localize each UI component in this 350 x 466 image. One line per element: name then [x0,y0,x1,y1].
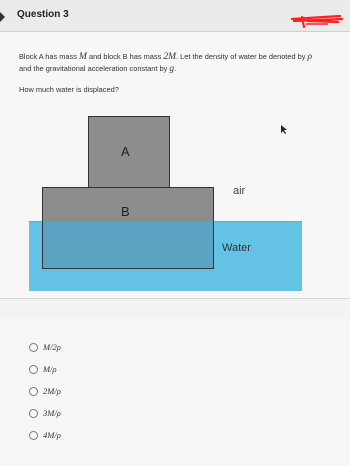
option-4[interactable] [29,406,61,420]
question-ask: How much water is displaced? [19,85,119,94]
chevron-right-icon[interactable] [0,12,5,22]
rho-symbol: ρ [307,52,313,62]
question-prompt: Block A has mass M and block B has mass 2M. Let the density of water be denoted by ρ and the gravitational acceleration constant by g. [19,52,313,74]
option-3[interactable] [29,384,61,398]
prompt-text: Block A has mass [19,52,77,61]
mass-b-symbol: 2M [163,52,177,62]
radio-button[interactable] [29,343,38,352]
prompt-text: and block B has mass [88,52,162,61]
red-scribble-annotation [288,12,344,28]
block-a-label: A [121,144,130,159]
option-5[interactable] [29,428,61,442]
radio-button[interactable] [29,409,38,418]
g-symbol: g [169,64,175,74]
option-label: M/ρ [43,364,57,374]
radio-button[interactable] [29,387,38,396]
option-label: 4M/ρ [43,430,61,440]
block-b-submerged [43,222,213,268]
air-label: air [233,185,246,197]
option-1[interactable] [29,340,61,354]
radio-button[interactable] [29,365,38,374]
water-label: Water [222,242,251,254]
mass-a-symbol: M [78,52,87,62]
option-label: M/2ρ [43,342,61,352]
mouse-cursor-icon [280,124,288,134]
radio-button[interactable] [29,431,38,440]
option-label: 2M/ρ [43,386,61,396]
question-title: Question 3 [17,9,69,20]
option-2[interactable] [29,362,57,376]
block-b-label: B [121,204,130,219]
prompt-text: and the gravitational acceleration constant by [19,64,168,73]
block-b [42,187,214,269]
answer-options [0,318,350,466]
option-label: 3M/ρ [43,408,61,418]
question-header [0,0,350,32]
prompt-text: . Let the density of water be denoted by [176,52,306,61]
